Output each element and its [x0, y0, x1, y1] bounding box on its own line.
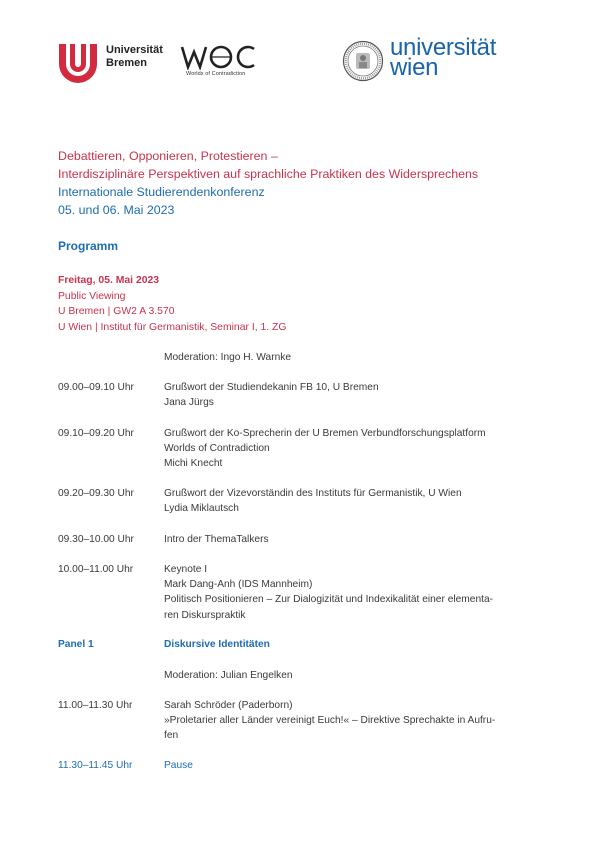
- schedule-time: 09.00–09.10 Uhr: [58, 382, 134, 393]
- schedule-line: Grußwort der Vizevorständin des Instituts für Germanistik, U Wien: [164, 488, 462, 499]
- bremen-wordmark-line1: Universität: [106, 44, 163, 56]
- schedule-line: »Proletarier aller Länder vereinigt Euch!« – Direktive Sprechakte in Aufru-: [164, 715, 496, 727]
- schedule-line: Keynote I: [164, 564, 208, 575]
- vienna-wordmark: [390, 34, 497, 81]
- woc-subtitle: Worlds of Contradiction: [186, 71, 246, 77]
- university-bremen-logo-icon: [56, 42, 100, 86]
- day-public-viewing: Public Viewing: [58, 290, 126, 302]
- schedule-line: Sarah Schröder (Paderborn): [164, 700, 293, 711]
- day-location-wien: U Wien | Institut für Germanistik, Seminar I, 1. ZG: [58, 321, 287, 333]
- schedule-content: [164, 532, 542, 547]
- schedule-content: [164, 350, 542, 365]
- schedule-time: 09.30–10.00 Uhr: [58, 534, 134, 545]
- schedule-line: Grußwort der Studiendekanin FB 10, U Bremen: [164, 382, 379, 393]
- schedule-content: [164, 562, 542, 623]
- bremen-wordmark: [106, 44, 163, 69]
- schedule-content: [164, 380, 542, 410]
- vienna-wordmark-line2: wien: [390, 54, 439, 81]
- schedule-line: Diskursive Identitäten: [164, 639, 270, 650]
- schedule-line: Moderation: Julian Engelken: [164, 670, 293, 681]
- schedule-line: Mark Dang-Anh (IDS Mannheim): [164, 579, 313, 591]
- panel-title: [164, 637, 542, 652]
- schedule-line: fen: [164, 730, 179, 742]
- conference-title-line2: Interdisziplinäre Perspektiven auf sprachliche Praktiken des Widersprechens: [58, 167, 479, 181]
- schedule-content: [164, 668, 542, 683]
- schedule-line: Politisch Positionieren – Zur Dialogizität und Indexikalität einer elementa-: [164, 594, 493, 606]
- schedule-line: Intro der ThemaTalkers: [164, 534, 269, 545]
- schedule-line: Moderation: Ingo H. Warnke: [164, 352, 292, 363]
- schedule-line: Worlds of Contradiction: [164, 443, 270, 455]
- panel-number: Panel 1: [58, 639, 94, 650]
- conference-title-line1: Debattieren, Opponieren, Protestieren –: [58, 149, 278, 163]
- schedule-content: [164, 486, 542, 516]
- vienna-wordmark-line1: universität: [390, 34, 497, 61]
- schedule-time: 10.00–11.00 Uhr: [58, 564, 134, 575]
- schedule-content: [164, 426, 542, 472]
- schedule-content: [164, 698, 542, 744]
- program-heading: Programm: [58, 239, 119, 253]
- schedule-line: Michi Knecht: [164, 458, 223, 470]
- schedule-line: Pause: [164, 760, 193, 771]
- day-location-bremen: U Bremen | GW2 A 3.570: [58, 306, 175, 317]
- conference-type: Internationale Studierendenkonferenz: [58, 185, 265, 199]
- schedule-content: [164, 758, 542, 773]
- schedule-time: 11.30–11.45 Uhr: [58, 760, 133, 771]
- woc-logo-icon: [180, 44, 258, 70]
- conference-dates: 05. und 06. Mai 2023: [58, 203, 175, 217]
- schedule-line: Grußwort der Ko-Sprecherin der U Bremen Verbundforschungsplatform: [164, 428, 486, 439]
- bremen-wordmark-line2: Bremen: [106, 56, 147, 69]
- university-vienna-seal-icon: [342, 40, 384, 82]
- schedule-time: 11.00–11.30 Uhr: [58, 700, 133, 711]
- day-date: Freitag, 05. Mai 2023: [58, 275, 160, 286]
- schedule-line: Jana Jürgs: [164, 397, 214, 409]
- schedule-line: ren Diskurspraktik: [164, 609, 246, 621]
- schedule-line: Lydia Miklautsch: [164, 503, 239, 515]
- schedule-time: 09.20–09.30 Uhr: [58, 488, 134, 499]
- day-info: [58, 273, 286, 335]
- schedule-time: 09.10–09.20 Uhr: [58, 428, 134, 439]
